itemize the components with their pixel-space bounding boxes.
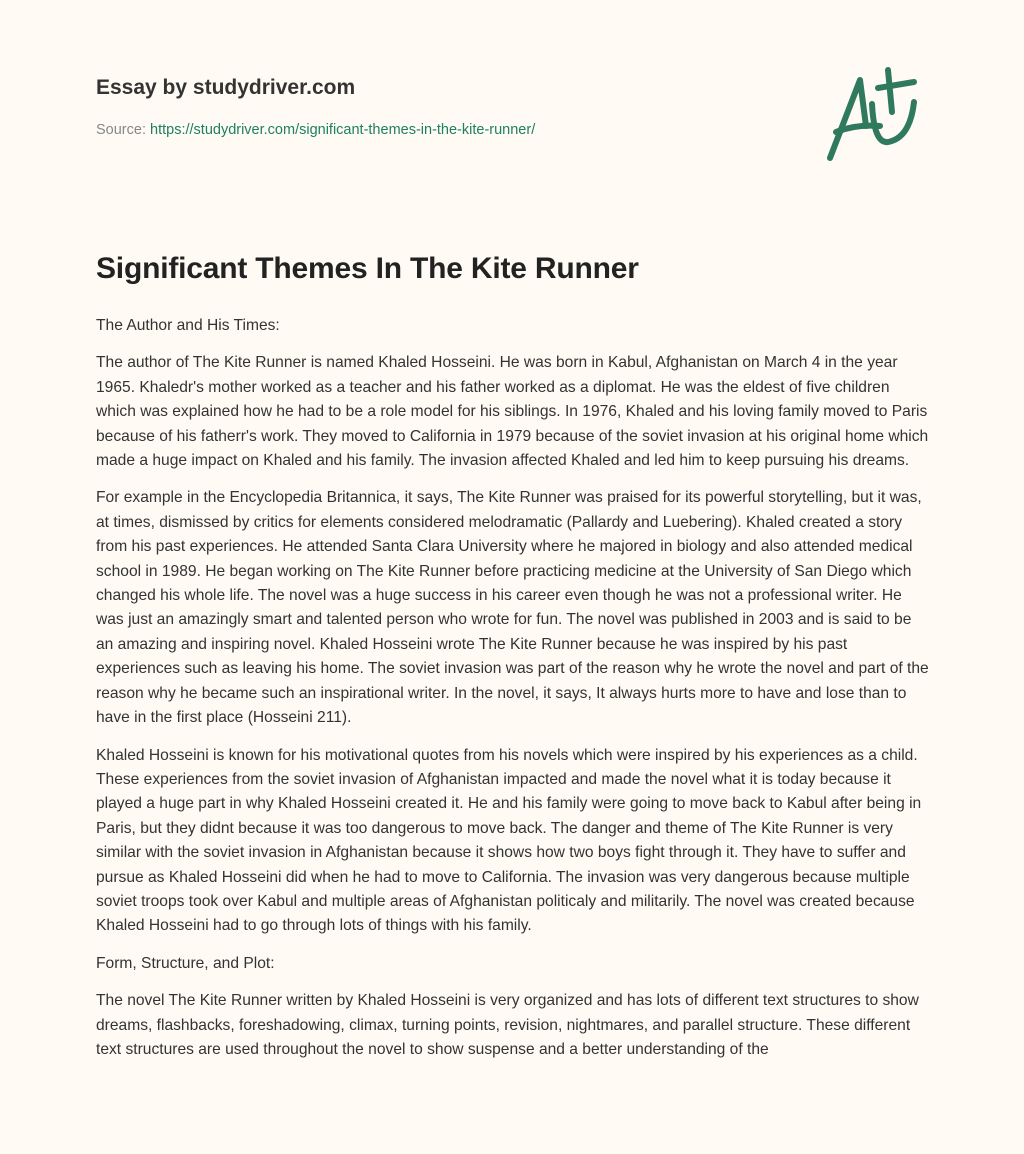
- paragraph: For example in the Encyclopedia Britannica, it says, The Kite Runner was praised for its powerful storytelling, but it was, at times, dismissed by critics for elements considered melodramatic (Pallardy and Luebering). Khaled created a story from his past experiences. He attended Santa Clara University where he majored in biology and also attended medical school in 1989. He began working on The Kite Runner before practicing medicine at the University of San Diego which changed his whole life. The novel was a huge success in his career even though he was not a professional writer. He was just an amazingly smart and talented person who wrote for fun. The novel was published in 2003 and is said to be an amazing and inspiring novel. Khaled Hosseini wrote The Kite Runner because he was inspired by his past experiences such as leaving his home. The soviet invasion was part of the reason why he wrote the novel and part of the reason why he became such an inspirational writer. In the novel, it says, It always hurts more to have and lose than to have in the first place (Hosseini 211).: [96, 489, 929, 727]
- essay-title: Significant Themes In The Kite Runner: [96, 252, 639, 285]
- section-heading: Form, Structure, and Plot:: [96, 954, 275, 972]
- paragraph: Khaled Hosseini is known for his motivational quotes from his novels which were inspired by his experiences as a child. These experiences from the soviet invasion of Afghanistan impacted and made the novel what it is today because it played a huge part in why Khaled Hosseini created it. He and his family were going to move back to Kabul after being in Paris, but they didnt because it was too dangerous to move back. The danger and theme of The Kite Runner is very similar with the soviet invasion in Afghanistan because it shows how two boys fight through it. They have to suffer and pursue as Khaled Hosseini did when he had to move to California. The invasion was very dangerous because multiple soviet troops took over Kabul and multiple areas of Afghanistan politicaly and militarily. The novel was created because Khaled Hosseini had to go through lots of things with his family.: [96, 746, 922, 935]
- site-title: Essay by studydriver.com: [96, 76, 356, 99]
- page-header: [96, 76, 535, 138]
- section-heading: The Author and His Times:: [96, 317, 280, 334]
- paragraph: The novel The Kite Runner written by Khaled Hosseini is very organized and has lots of different text structures to show dreams, flashbacks, foreshadowing, climax, turning points, revision, nightmares, and parallel structure. These different text structures are used throughout the novel to show suspense and a better understanding of the: [96, 992, 919, 1058]
- source-label: Source:: [96, 122, 146, 138]
- source-link[interactable]: https://studydriver.com/significant-themes-in-the-kite-runner/: [150, 122, 536, 138]
- essay-body: [96, 314, 932, 1075]
- source-line: [96, 122, 535, 138]
- a-plus-logo-icon: [822, 66, 932, 166]
- paragraph: The author of The Kite Runner is named Khaled Hosseini. He was born in Kabul, Afghanistan on March 4 in the year 1965. Khaledr's mother worked as a teacher and his father worked as a diplomat. He was the eldest of five children which was explained how he had to be a role model for his siblings. In 1976, Khaled and his loving family moved to Paris because of his fatherr's work. They moved to California in 1979 because of the soviet invasion at his original home which made a huge impact on Khaled and his family. The invasion affected Khaled and led him to keep pursuing his dreams.: [96, 354, 929, 470]
